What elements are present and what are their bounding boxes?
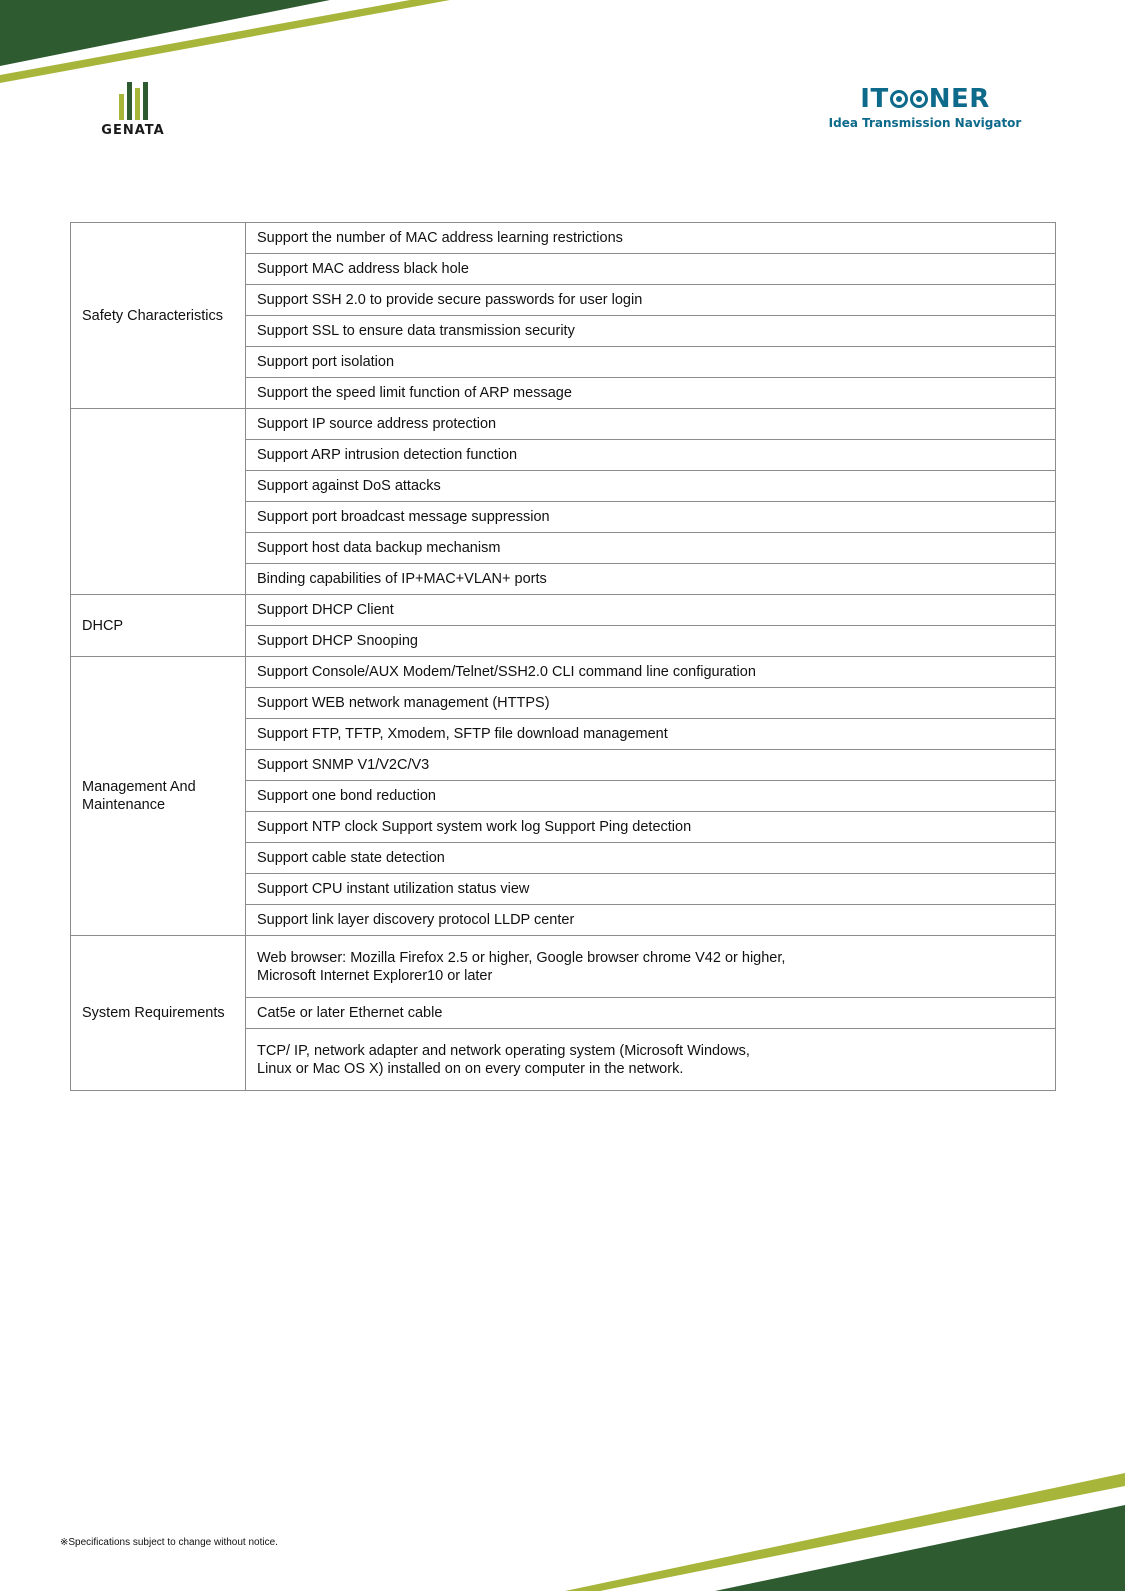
feature-cell: Web browser: Mozilla Firefox 2.5 or higher, Google browser chrome V42 or higher, Microsoft Internet Explorer10 or later [246, 936, 1056, 998]
feature-cell: Support SSH 2.0 to provide secure passwords for user login [246, 285, 1056, 316]
feature-cell: Support ARP intrusion detection function [246, 440, 1056, 471]
category-cell: System Requirements [71, 936, 246, 1091]
feature-cell: Support link layer discovery protocol LLDP center [246, 905, 1056, 936]
table-row [71, 936, 1056, 998]
feature-cell: Support IP source address protection [246, 409, 1056, 440]
category-cell: Management And Maintenance [71, 657, 246, 936]
table-row [71, 595, 1056, 626]
feature-cell: Support port isolation [246, 347, 1056, 378]
feature-cell: Cat5e or later Ethernet cable [246, 998, 1056, 1029]
feature-cell: Support SSL to ensure data transmission security [246, 316, 1056, 347]
feature-cell: Support WEB network management (HTTPS) [246, 688, 1056, 719]
feature-cell: Support host data backup mechanism [246, 533, 1056, 564]
top-dark-stripe [0, 0, 330, 66]
itooner-logo [825, 84, 1025, 130]
itooner-tagline: Idea Transmission Navigator [828, 116, 1022, 130]
feature-cell: Support DHCP Client [246, 595, 1056, 626]
feature-cell: Support Console/AUX Modem/Telnet/SSH2.0 CLI command line configuration [246, 657, 1056, 688]
footnote: ※Specifications subject to change without notice. [60, 1537, 278, 1548]
genata-logo [100, 82, 166, 138]
genata-bars-icon [100, 82, 166, 120]
itooner-prefix: IT [860, 84, 889, 114]
feature-cell: Support the number of MAC address learning restrictions [246, 223, 1056, 254]
feature-cell: Support MAC address black hole [246, 254, 1056, 285]
feature-cell: Support one bond reduction [246, 781, 1056, 812]
genata-wordmark: GENATA [101, 123, 165, 138]
category-cell: DHCP [71, 595, 246, 657]
table-row [71, 223, 1056, 254]
feature-cell: Support against DoS attacks [246, 471, 1056, 502]
feature-cell: TCP/ IP, network adapter and network operating system (Microsoft Windows, Linux or Mac OS X) installed on on every computer in the network. [246, 1029, 1056, 1091]
itooner-suffix: NER [928, 84, 990, 114]
feature-cell: Binding capabilities of IP+MAC+VLAN+ ports [246, 564, 1056, 595]
feature-cell: Support port broadcast message suppression [246, 502, 1056, 533]
feature-cell: Support SNMP V1/V2C/V3 [246, 750, 1056, 781]
feature-cell: Support CPU instant utilization status view [246, 874, 1056, 905]
feature-cell: Support NTP clock Support system work log Support Ping detection [246, 812, 1056, 843]
category-cell [71, 409, 246, 595]
table-row [71, 409, 1056, 440]
feature-cell: Support the speed limit function of ARP message [246, 378, 1056, 409]
feature-cell: Support cable state detection [246, 843, 1056, 874]
feature-cell: Support FTP, TFTP, Xmodem, SFTP file download management [246, 719, 1056, 750]
eye-icon [890, 90, 908, 108]
eye-icon [910, 90, 928, 108]
table-row [71, 657, 1056, 688]
category-cell: Safety Characteristics [71, 223, 246, 409]
itooner-wordmark [825, 84, 1025, 114]
spec-table [70, 222, 1056, 1091]
feature-cell: Support DHCP Snooping [246, 626, 1056, 657]
